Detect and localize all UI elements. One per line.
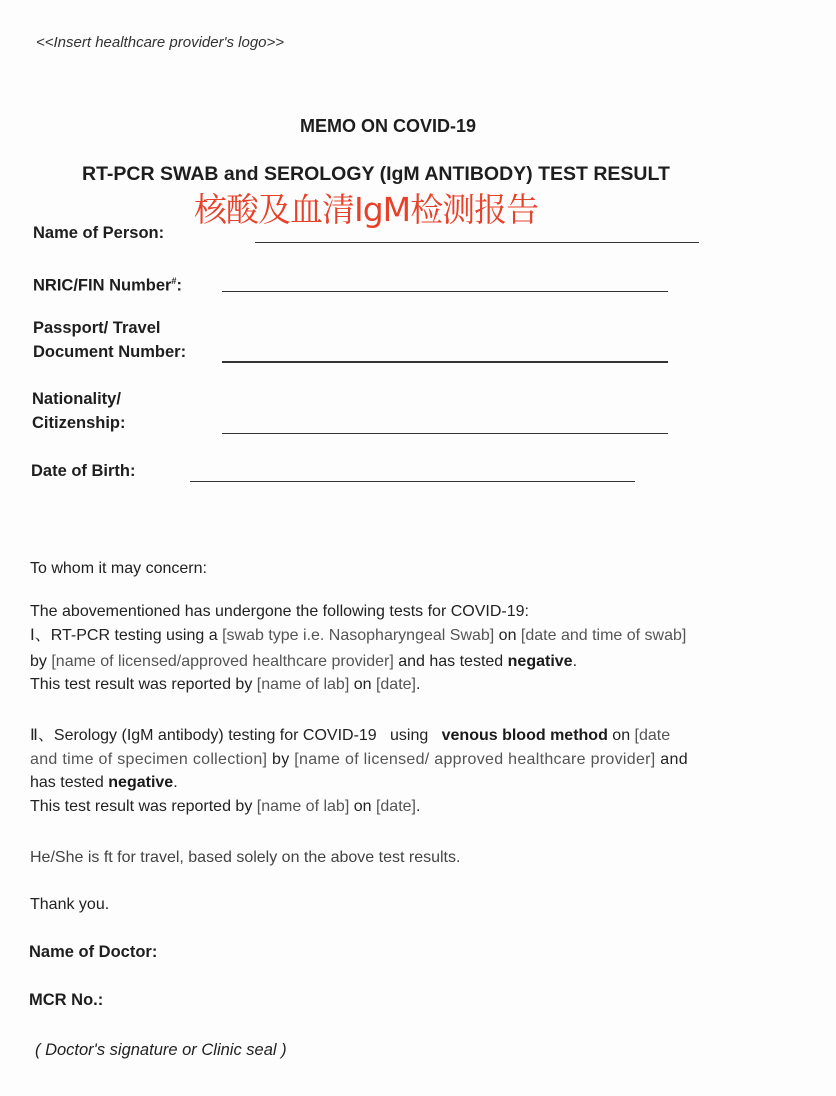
name-of-person-label: Name of Person: bbox=[33, 224, 165, 242]
name-of-person-field[interactable] bbox=[255, 242, 699, 243]
passport-field[interactable] bbox=[222, 361, 668, 363]
test2-line3: has tested negative. bbox=[30, 774, 178, 791]
salutation: To whom it may concern: bbox=[30, 560, 207, 577]
test1-reported: This test result was reported by [name of lab] on [date]. bbox=[30, 676, 421, 693]
test2-reported: This test result was reported by [name of lab] on [date]. bbox=[30, 798, 421, 815]
nric-fin-label: NRIC/FIN Number#: bbox=[33, 276, 182, 295]
signature-note: ( Doctor's signature or Clinic seal ) bbox=[35, 1041, 287, 1059]
memo-title: MEMO ON COVID-19 bbox=[299, 116, 477, 136]
mcr-number-label: MCR No.: bbox=[29, 991, 104, 1009]
nationality-label: Nationality/ Citizenship: bbox=[32, 390, 126, 432]
date-of-birth-label: Date of Birth: bbox=[31, 462, 136, 480]
chinese-title: 核酸及血清IgM检测报告 bbox=[194, 190, 539, 229]
memo-subtitle: RT-PCR SWAB and SEROLOGY (IgM ANTIBODY) TEST RESULT bbox=[82, 163, 670, 185]
test1-line1: Ⅰ、RT-PCR testing using a [swab type i.e. Nasopharyngeal Swab] on [date and time of swab] bbox=[30, 627, 687, 644]
date-of-birth-field[interactable] bbox=[190, 481, 635, 482]
test2-line1: Ⅱ、Serology (IgM antibody) testing for COVID-19 using venous blood method on [date bbox=[30, 727, 671, 744]
nationality-field[interactable] bbox=[222, 433, 668, 434]
thanks-text: Thank you. bbox=[30, 896, 110, 913]
nric-fin-field[interactable] bbox=[222, 291, 668, 292]
intro-text: The abovementioned has undergone the following tests for COVID-19: bbox=[30, 603, 529, 620]
test2-line2: and time of specimen collection] by [name of licensed/ approved healthcare provider] and bbox=[30, 751, 688, 768]
passport-label: Passport/ Travel Document Number: bbox=[33, 319, 187, 361]
fitness-statement: He/She is ft for travel, based solely on the above test results. bbox=[30, 849, 461, 866]
test1-line2: by [name of licensed/approved healthcare provider] and has tested negative. bbox=[30, 653, 578, 670]
logo-placeholder: <<Insert healthcare provider's logo>> bbox=[36, 34, 285, 51]
doctor-name-label: Name of Doctor: bbox=[29, 943, 158, 961]
